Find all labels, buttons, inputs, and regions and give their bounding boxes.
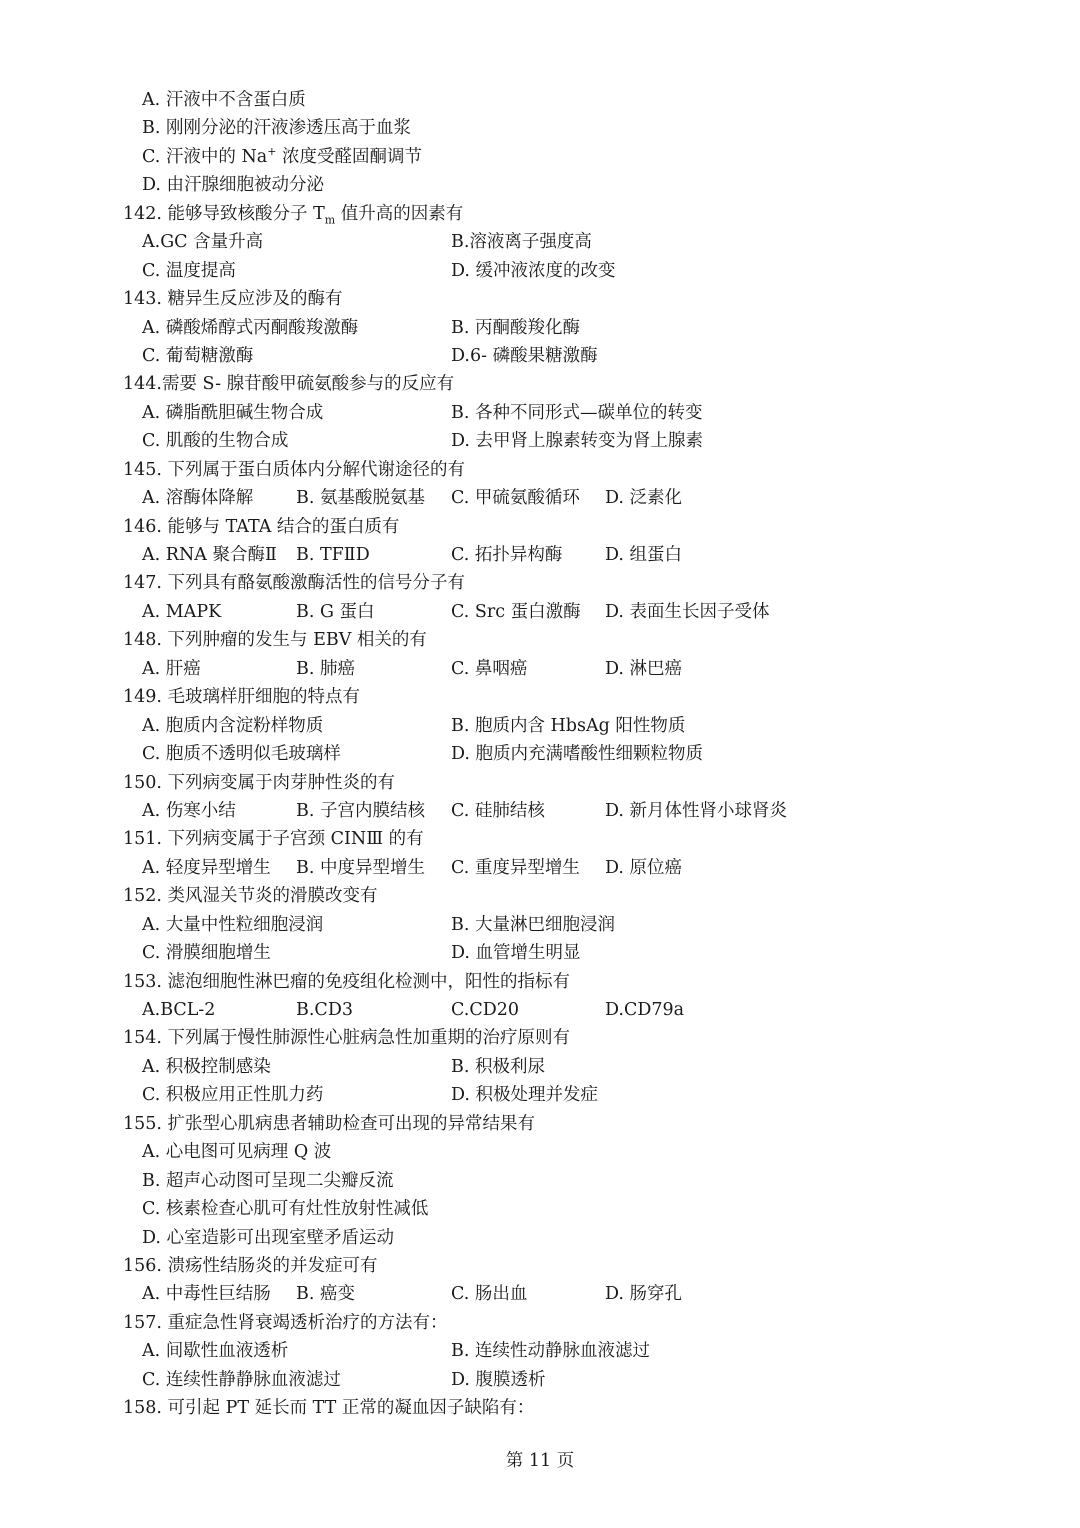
answer-option: C. 汗液中的 Na+ 浓度受醛固酮调节 (142, 145, 422, 167)
question-stem: 142. 能够导致核酸分子 $T_m$ 值升高的因素有 (123, 203, 464, 227)
options-row (0, 342, 1080, 370)
question-stem: 145. 下列属于蛋白质体内分解代谢途径的有 (123, 459, 466, 480)
question-stem: 144.需要 S- 腺苷酸甲硫氨酸参与的反应有 (123, 374, 455, 395)
question-stem: 146. 能够与 TATA 结合的蛋白质有 (123, 516, 400, 537)
answer-option: A. 胞质内含淀粉样物质 (142, 715, 324, 736)
answer-option: B. 肺癌 (296, 658, 355, 679)
answer-option: C. 核素检查心肌可有灶性放射性减低 (142, 1199, 429, 1220)
answer-option: C. Src 蛋白激酶 (451, 601, 581, 622)
answer-option: C. 滑膜细胞增生 (142, 943, 271, 964)
answer-option: C. 胞质不透明似毛玻璃样 (142, 744, 341, 765)
answer-option: B. 积极利尿 (451, 1056, 545, 1077)
answer-option: D. 胞质内充满嗜酸性细颗粒物质 (451, 744, 704, 765)
answer-option: B. TFⅡD (296, 545, 370, 565)
question-stem: 155. 扩张型心肌病患者辅助检查可出现的异常结果有 (123, 1113, 536, 1134)
answer-option: C. 肌酸的生物合成 (142, 431, 289, 452)
options-row (0, 541, 1080, 569)
answer-option: B. 超声心动图可呈现二尖瓣反流 (142, 1170, 394, 1191)
answer-option: B. 胞质内含 HbsAg 阳性物质 (451, 715, 686, 736)
options-row (0, 740, 1080, 768)
answer-option: C. 温度提高 (142, 260, 236, 281)
options-row (0, 996, 1080, 1024)
question-stem: 147. 下列具有酪氨酸激酶活性的信号分子有 (123, 573, 466, 594)
question-stem: 143. 糖异生反应涉及的酶有 (123, 289, 343, 310)
answer-option: B. G 蛋白 (296, 601, 375, 622)
answer-option: B. 大量淋巴细胞浸润 (451, 914, 615, 935)
answer-option: B. 丙酮酸羧化酶 (451, 317, 580, 338)
options-row (0, 1280, 1080, 1308)
answer-option: D.CD79a (605, 1000, 685, 1020)
options-row (0, 484, 1080, 512)
answer-option: D. 新月体性肾小球肾炎 (605, 800, 788, 821)
answer-option: D. 表面生长因子受体 (605, 601, 770, 622)
answer-option: D. 血管增生明显 (451, 943, 581, 964)
options-row (0, 712, 1080, 740)
answer-option: B.溶液离子强度高 (451, 232, 592, 253)
answer-option: A.BCL-2 (142, 1000, 216, 1020)
options-row (0, 854, 1080, 882)
answer-option: A. RNA 聚合酶Ⅱ (142, 545, 277, 565)
answer-option: D. 缓冲液浓度的改变 (451, 260, 616, 281)
options-row (0, 314, 1080, 342)
answer-option: D. 去甲肾上腺素转变为肾上腺素 (451, 431, 704, 452)
answer-option: D. 腹膜透析 (451, 1369, 546, 1390)
answer-option: B.CD3 (296, 1000, 353, 1020)
question-stem: 158. 可引起 PT 延长而 TT 正常的凝血因子缺陷有： (123, 1398, 535, 1419)
question-stem: 151. 下列病变属于子宫颈 CINⅢ 的有 (123, 829, 424, 850)
answer-option: A. 汗液中不含蛋白质 (142, 90, 306, 110)
answer-option: D.6- 磷酸果糖激酶 (451, 345, 598, 366)
options-row (0, 911, 1080, 939)
answer-option: C. 连续性静静脉血液滤过 (142, 1369, 341, 1390)
answer-option: A. 间歇性血液透析 (142, 1341, 289, 1362)
answer-option: B. 刚刚分泌的汗液渗透压高于血浆 (142, 118, 411, 139)
answer-option: D. 原位癌 (605, 857, 683, 878)
answer-option: A. 积极控制感染 (142, 1056, 271, 1077)
question-stem: 148. 下列肿瘤的发生与 EBV 相关的有 (123, 630, 427, 651)
answer-option: B. 连续性动静脉血液滤过 (451, 1341, 650, 1362)
answer-option: A. 溶酶体降解 (142, 488, 254, 509)
answer-option: A. 中毒性巨结肠 (142, 1284, 271, 1305)
answer-option: C. 鼻咽癌 (451, 658, 528, 679)
options-row (0, 399, 1080, 427)
answer-option: A. MAPK (142, 601, 222, 622)
options-row (0, 939, 1080, 967)
answer-option: C. 重度异型增生 (451, 857, 580, 878)
answer-option: D. 积极处理并发症 (451, 1085, 599, 1106)
answer-option: C. 肠出血 (451, 1284, 528, 1305)
answer-option: D. 由汗腺细胞被动分泌 (142, 175, 325, 196)
options-row (0, 1366, 1080, 1394)
question-stem: 153. 滤泡细胞性淋巴瘤的免疫组化检测中，阳性的指标有 (123, 971, 571, 992)
answer-option: A. 伤寒小结 (142, 800, 236, 821)
answer-option: B. 癌变 (296, 1284, 355, 1305)
answer-option: B. 各种不同形式—碳单位的转变 (451, 402, 703, 423)
options-row (0, 1081, 1080, 1109)
answer-option: D. 泛素化 (605, 488, 683, 509)
options-row (0, 797, 1080, 825)
answer-option: D. 淋巴癌 (605, 658, 683, 679)
answer-option: B. 子宫内膜结核 (296, 800, 425, 821)
answer-option: D. 心室造影可出现室壁矛盾运动 (142, 1227, 395, 1248)
options-row (0, 228, 1080, 256)
answer-option: D. 肠穿孔 (605, 1284, 683, 1305)
answer-option: D. 组蛋白 (605, 545, 683, 565)
question-stem: 149. 毛玻璃样肝细胞的特点有 (123, 687, 361, 708)
question-stem: 150. 下列病变属于肉芽肿性炎的有 (123, 772, 396, 793)
options-row (0, 655, 1080, 683)
question-stem: 154. 下列属于慢性肺源性心脏病急性加重期的治疗原则有 (123, 1028, 571, 1049)
question-stem: 152. 类风湿关节炎的滑膜改变有 (123, 886, 378, 907)
answer-option: B. 氨基酸脱氨基 (296, 488, 425, 509)
question-stem: 156. 溃疡性结肠炎的并发症可有 (123, 1255, 378, 1276)
answer-option: C.CD20 (451, 1000, 520, 1020)
options-row (0, 427, 1080, 455)
answer-option: A. 大量中性粒细胞浸润 (142, 914, 324, 935)
answer-option: A. 磷酸烯醇式丙酮酸羧激酶 (142, 317, 359, 338)
answer-option: A. 肝癌 (142, 658, 201, 679)
answer-option: A. 磷脂酰胆碱生物合成 (142, 402, 324, 423)
answer-option: C. 硅肺结核 (451, 800, 545, 821)
options-row (0, 1053, 1080, 1081)
exam-page-content (0, 86, 1080, 1423)
options-row (0, 598, 1080, 626)
answer-option: B. 中度异型增生 (296, 857, 425, 878)
answer-option: C. 积极应用正性肌力药 (142, 1085, 324, 1106)
question-stem: 157. 重症急性肾衰竭透析治疗的方法有： (123, 1312, 448, 1333)
answer-option: A. 心电图可见病理 Q 波 (142, 1142, 332, 1163)
answer-option: A. 轻度异型增生 (142, 857, 271, 878)
answer-option: C. 甲硫氨酸循环 (451, 488, 580, 509)
options-row (0, 257, 1080, 285)
answer-option: C. 葡萄糖激酶 (142, 345, 254, 366)
answer-option: C. 拓扑异构酶 (451, 545, 563, 565)
answer-option: A.GC 含量升高 (142, 232, 264, 253)
page-number: 第 11 页 (505, 1451, 575, 1471)
options-row (0, 1337, 1080, 1365)
